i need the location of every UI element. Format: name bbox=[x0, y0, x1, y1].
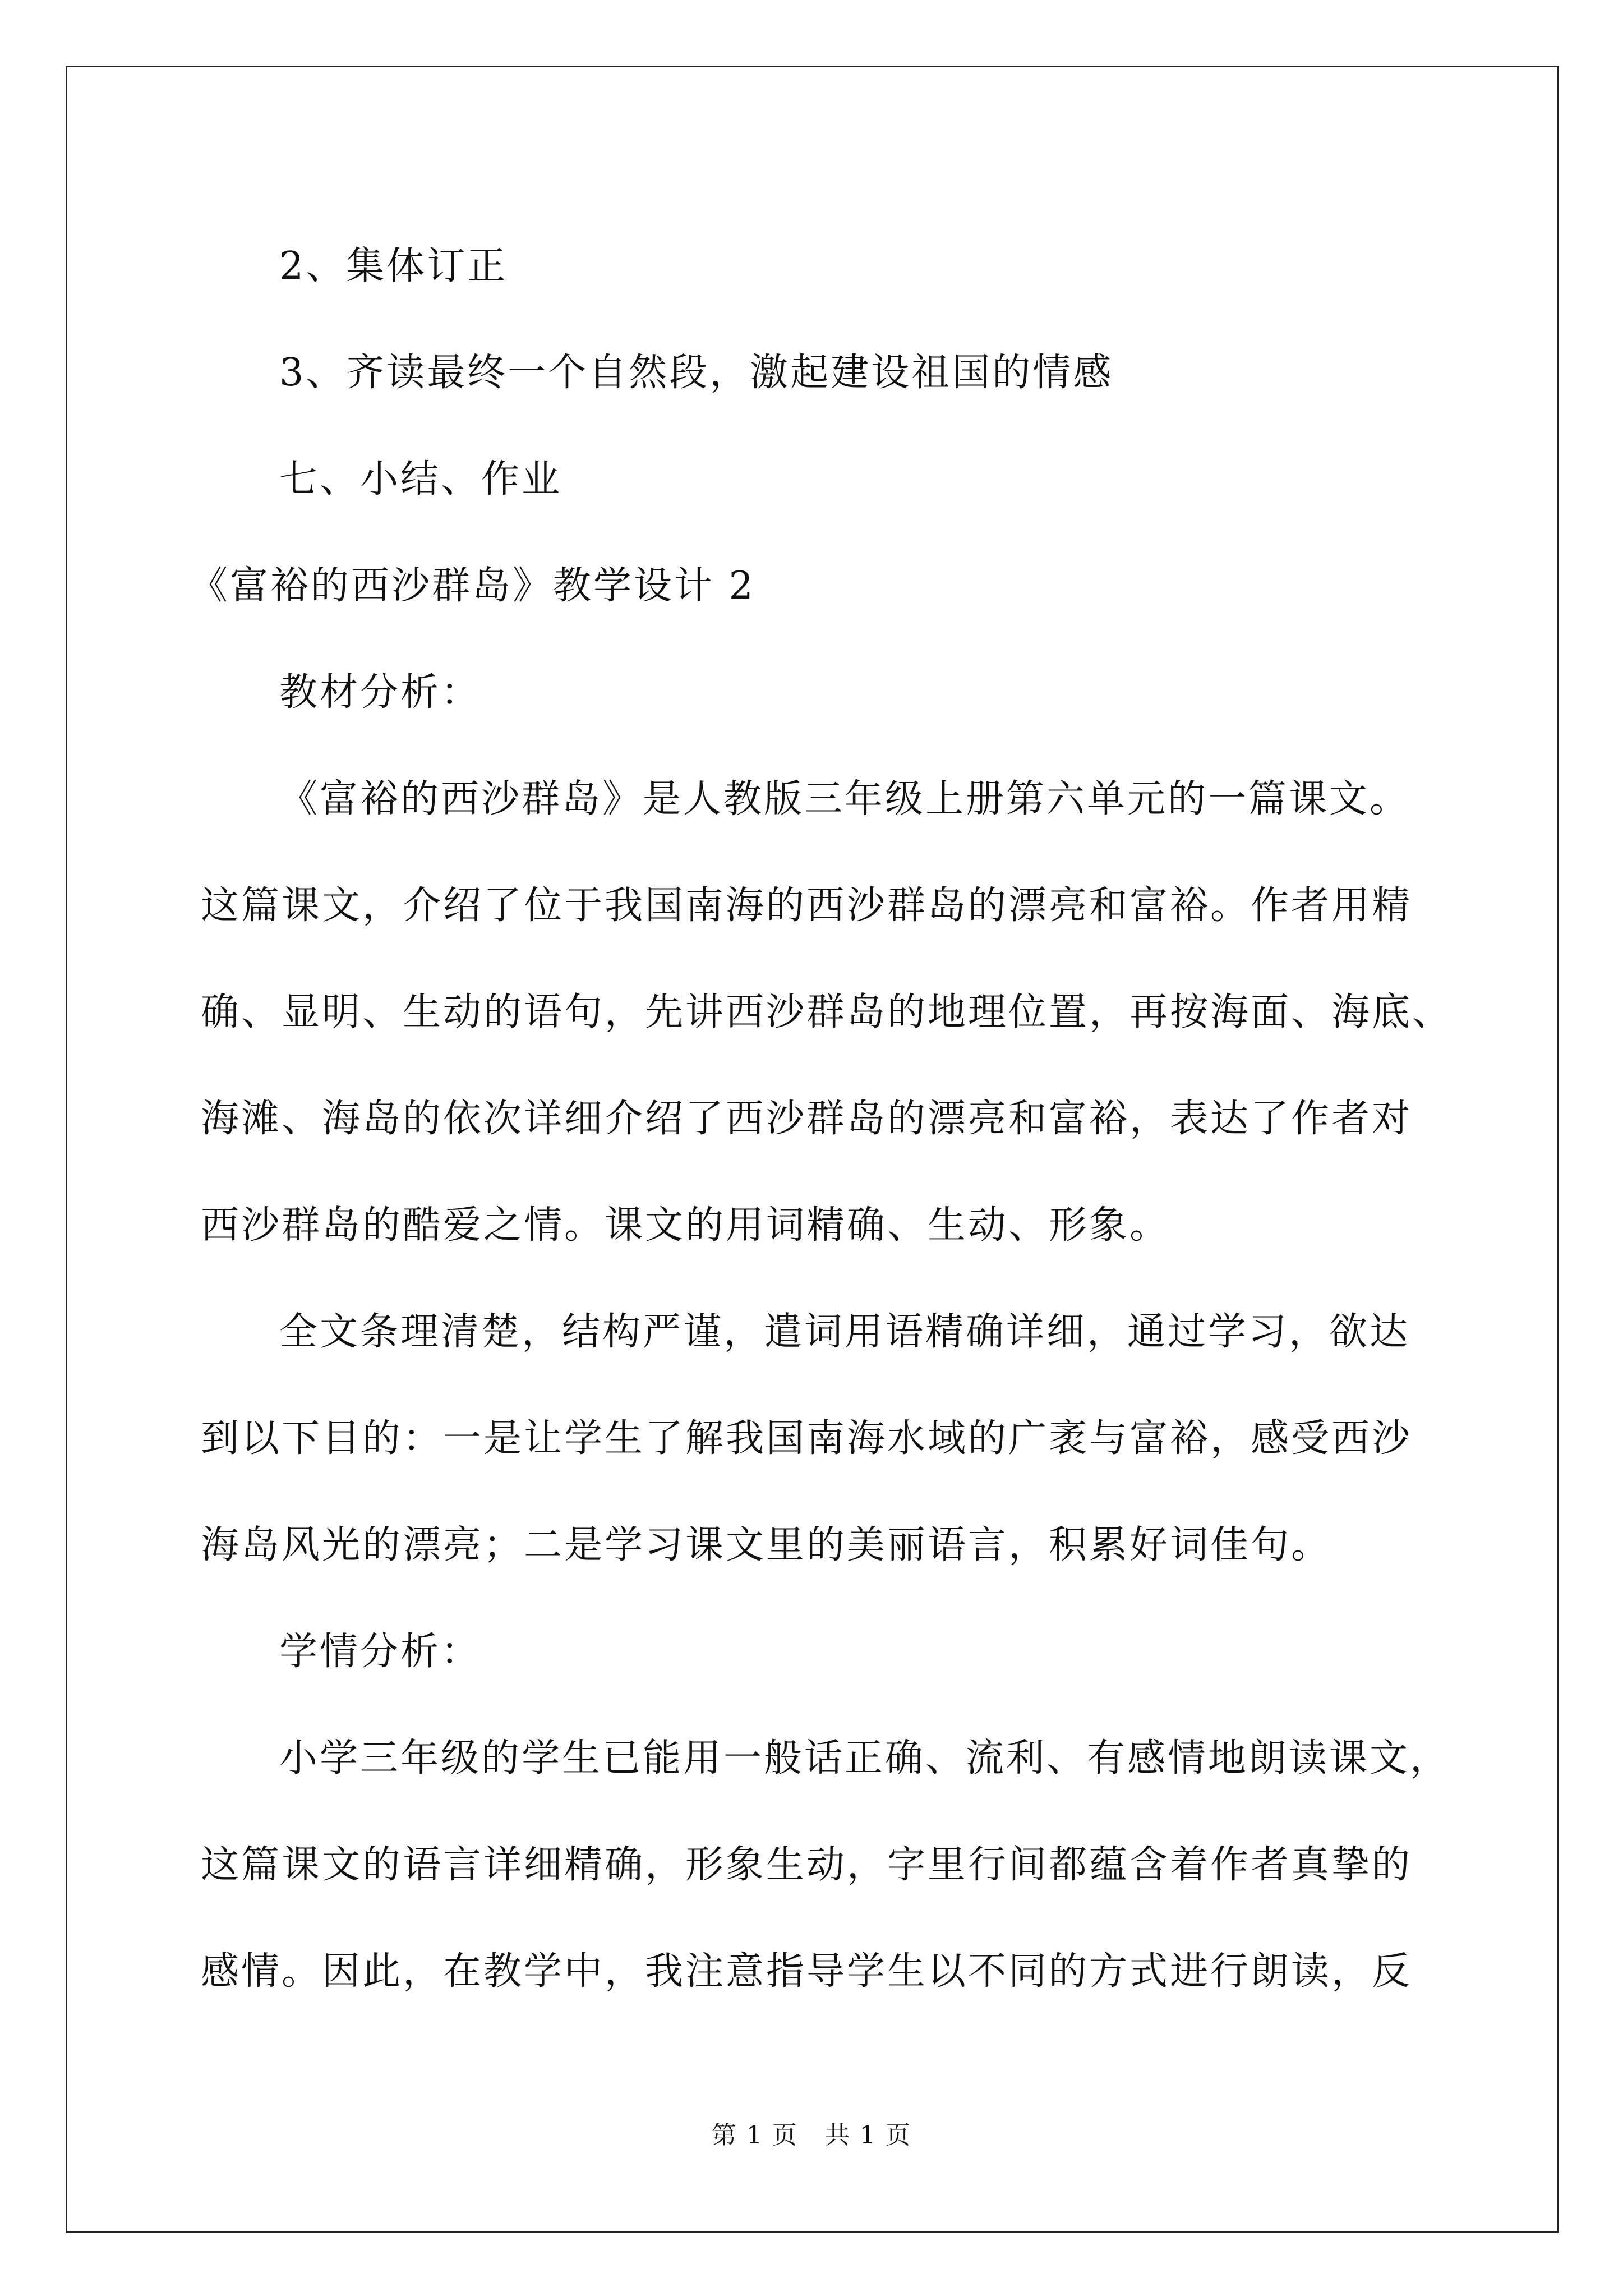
paragraph-line: 感情。因此，在教学中，我注意指导学生以不同的方式进行朗读，反 bbox=[201, 1949, 1413, 1994]
document-body bbox=[190, 213, 1463, 2025]
paragraph-line: 西沙群岛的酷爱之情。课文的用词精确、生动、形象。 bbox=[201, 1203, 1170, 1248]
section-heading-student-analysis: 学情分析： bbox=[279, 1630, 482, 1674]
section-heading-material-analysis: 教材分析： bbox=[279, 670, 482, 715]
list-item-read-last-paragraph: 3、齐读最终一个自然段，激起建设祖国的情感 bbox=[279, 351, 1114, 395]
paragraph-line: 这篇课文，介绍了位于我国南海的西沙群岛的漂亮和富裕。作者用精 bbox=[201, 884, 1413, 928]
list-item-collective-correction: 2、集体订正 bbox=[279, 244, 508, 288]
paragraph-line: 确、显明、生动的语句，先讲西沙群岛的地理位置，再按海面、海底、 bbox=[201, 990, 1453, 1034]
paragraph-line: 海滩、海岛的依次详细介绍了西沙群岛的漂亮和富裕，表达了作者对 bbox=[201, 1097, 1413, 1141]
page-number-footer: 第 1 页 共 1 页 bbox=[712, 2121, 911, 2150]
paragraph-line: 这篇课文的语言详细精确，形象生动，字里行间都蕴含着作者真挚的 bbox=[201, 1843, 1413, 1887]
section-heading-summary-homework: 七、小结、作业 bbox=[279, 457, 562, 501]
paragraph-line: 小学三年级的学生已能用一般话正确、流利、有感情地朗读课文， bbox=[279, 1736, 1451, 1780]
paragraph-line: 《富裕的西沙群岛》是人教版三年级上册第六单元的一篇课文。 bbox=[279, 777, 1410, 821]
paragraph-line: 到以下目的：一是让学生了解我国南海水域的广袤与富裕，感受西沙 bbox=[201, 1416, 1413, 1461]
paragraph-line: 全文条理清楚，结构严谨，遣词用语精确详细，通过学习，欲达 bbox=[279, 1310, 1410, 1354]
document-title: 《富裕的西沙群岛》教学设计 2 bbox=[190, 564, 755, 608]
paragraph-line: 海岛风光的漂亮；二是学习课文里的美丽语言，积累好词佳句。 bbox=[201, 1523, 1332, 1567]
